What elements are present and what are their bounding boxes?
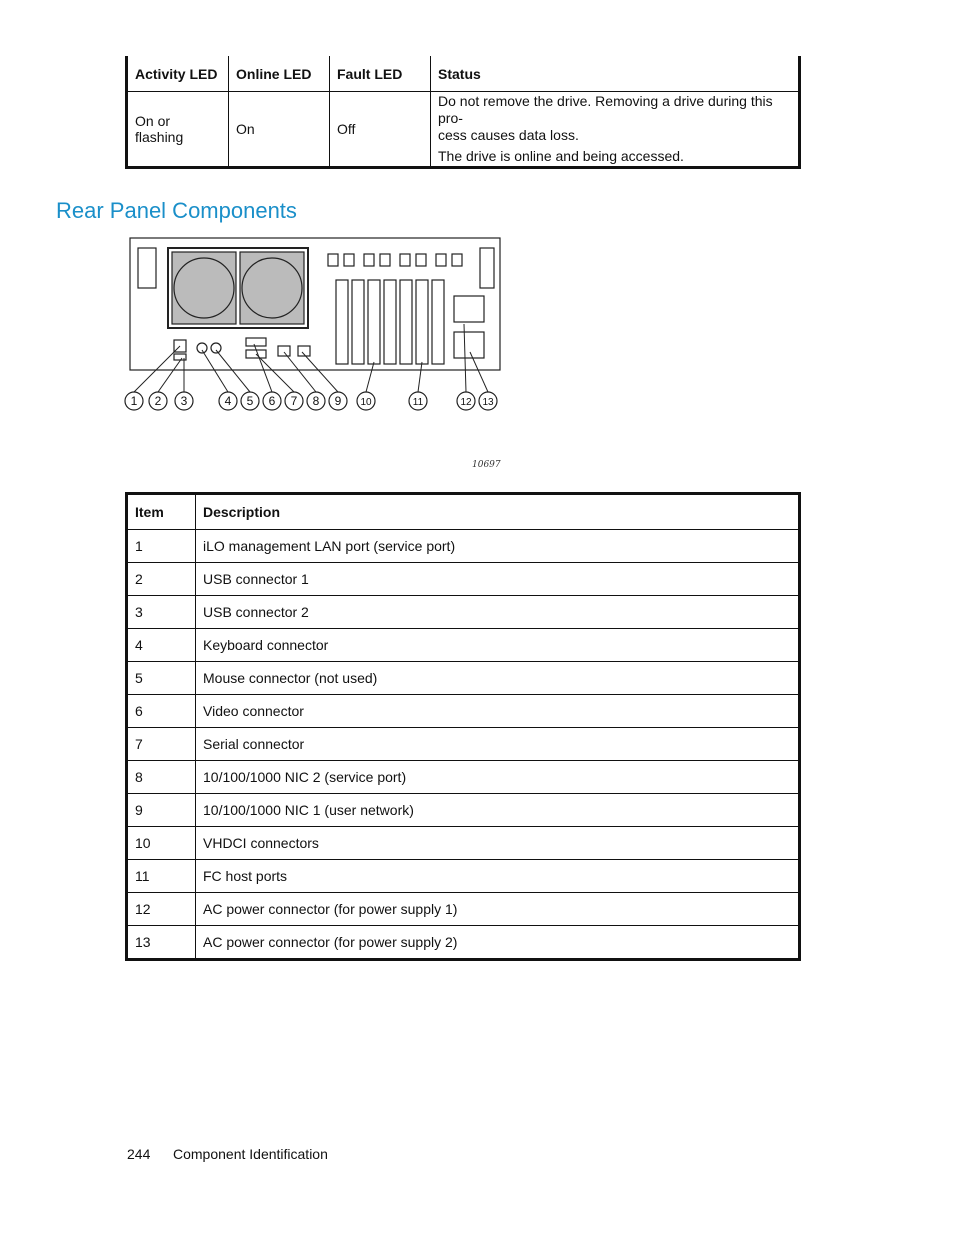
callout-leader [284,352,316,392]
mouse-port [211,343,221,353]
item-number-cell: 6 [127,695,196,728]
expansion-slots [336,280,444,364]
item-number-cell: 13 [127,926,196,960]
description-cell: USB connector 2 [196,596,800,629]
description-cell: Video connector [196,695,800,728]
callout-group [125,324,497,410]
column-header: Description [203,504,281,520]
left-bracket [138,248,156,288]
description-cell: Serial connector [196,728,800,761]
table-row [127,596,800,629]
callout-label: 8 [312,394,320,408]
table-row [127,827,800,860]
table-header-row [127,56,800,92]
table-header-row [127,494,800,530]
callout-label: 10 [360,397,372,408]
status-text-line: The drive is online and being accessed. [438,148,684,164]
fan-left [172,252,236,324]
top-connector-row [328,254,462,266]
table-row [127,629,800,662]
callout-label: 13 [482,397,494,408]
callout-leader [158,358,182,392]
callout-label: 11 [412,397,424,408]
column-header: Activity LED [127,56,229,92]
right-bracket [480,248,494,288]
status-cell [431,92,800,168]
description-cell: VHDCI connectors [196,827,800,860]
description-cell: Mouse connector (not used) [196,662,800,695]
item-number-cell: 12 [127,893,196,926]
description-cell: AC power connector (for power supply 2) [196,926,800,960]
table-row [127,926,800,960]
item-number-cell: 8 [127,761,196,794]
table-row [127,761,800,794]
item-number-cell: 1 [127,530,196,563]
callout-leader [418,362,422,392]
column-header: Online LED [229,56,330,92]
item-number-cell: 2 [127,563,196,596]
description-cell: FC host ports [196,860,800,893]
item-number-cell: 9 [127,794,196,827]
table-row [127,860,800,893]
description-cell: Keyboard connector [196,629,800,662]
item-number-cell: 5 [127,662,196,695]
item-number-cell: 11 [127,860,196,893]
section-heading: Rear Panel Components [56,198,297,223]
keyboard-port [197,343,207,353]
table-row [127,893,800,926]
callout-leader [134,346,180,392]
description-cell: AC power connector (for power supply 1) [196,893,800,926]
description-cell: USB connector 1 [196,563,800,596]
table-row [127,92,800,168]
figure-id: 10697 [472,460,501,470]
column-header: Item [127,494,196,530]
column-header: Fault LED [330,56,431,92]
online-led-cell: On [229,92,330,168]
status-text-line: Do not remove the drive. Removing a drive during this pro- [438,93,773,126]
callout-label: 12 [460,397,472,408]
table-row [127,728,800,761]
table-row [127,563,800,596]
callout-leader [256,354,294,392]
callout-leader [202,350,228,392]
column-header: Status [431,56,800,92]
callout-label: 3 [180,394,188,408]
fan-right [240,252,304,324]
description-cell: 10/100/1000 NIC 2 (service port) [196,761,800,794]
item-number-cell: 10 [127,827,196,860]
activity-led-cell: On or flashing [135,113,184,145]
item-number-cell: 4 [127,629,196,662]
callout-label: 1 [130,394,138,408]
callout-leader [302,352,338,392]
callout-label: 7 [290,394,298,408]
table-row [127,530,800,563]
power-supply-1 [454,296,484,322]
components-table [125,492,801,961]
callout-label: 6 [268,394,276,408]
rear-panel-diagram [124,234,504,414]
callout-leader [216,350,250,392]
fault-led-cell: Off [330,92,431,168]
callout-label: 4 [224,394,232,408]
video-port [246,338,266,346]
status-text-line: cess causes data loss. [438,127,579,143]
table-row [127,695,800,728]
description-cell: iLO management LAN port (service port) [196,530,800,563]
page-number: 244 [127,1146,151,1162]
table-row [127,794,800,827]
description-cell: 10/100/1000 NIC 1 (user network) [196,794,800,827]
nic2-port [278,346,290,356]
item-number-cell: 3 [127,596,196,629]
callout-label: 9 [334,394,342,408]
led-status-table [125,56,801,169]
table-row [127,662,800,695]
callout-leader [366,362,374,392]
callout-label: 5 [246,394,254,408]
callout-label: 2 [154,394,162,408]
item-number-cell: 7 [127,728,196,761]
footer-title: Component Identification [173,1146,328,1162]
power-supply-2 [454,332,484,358]
